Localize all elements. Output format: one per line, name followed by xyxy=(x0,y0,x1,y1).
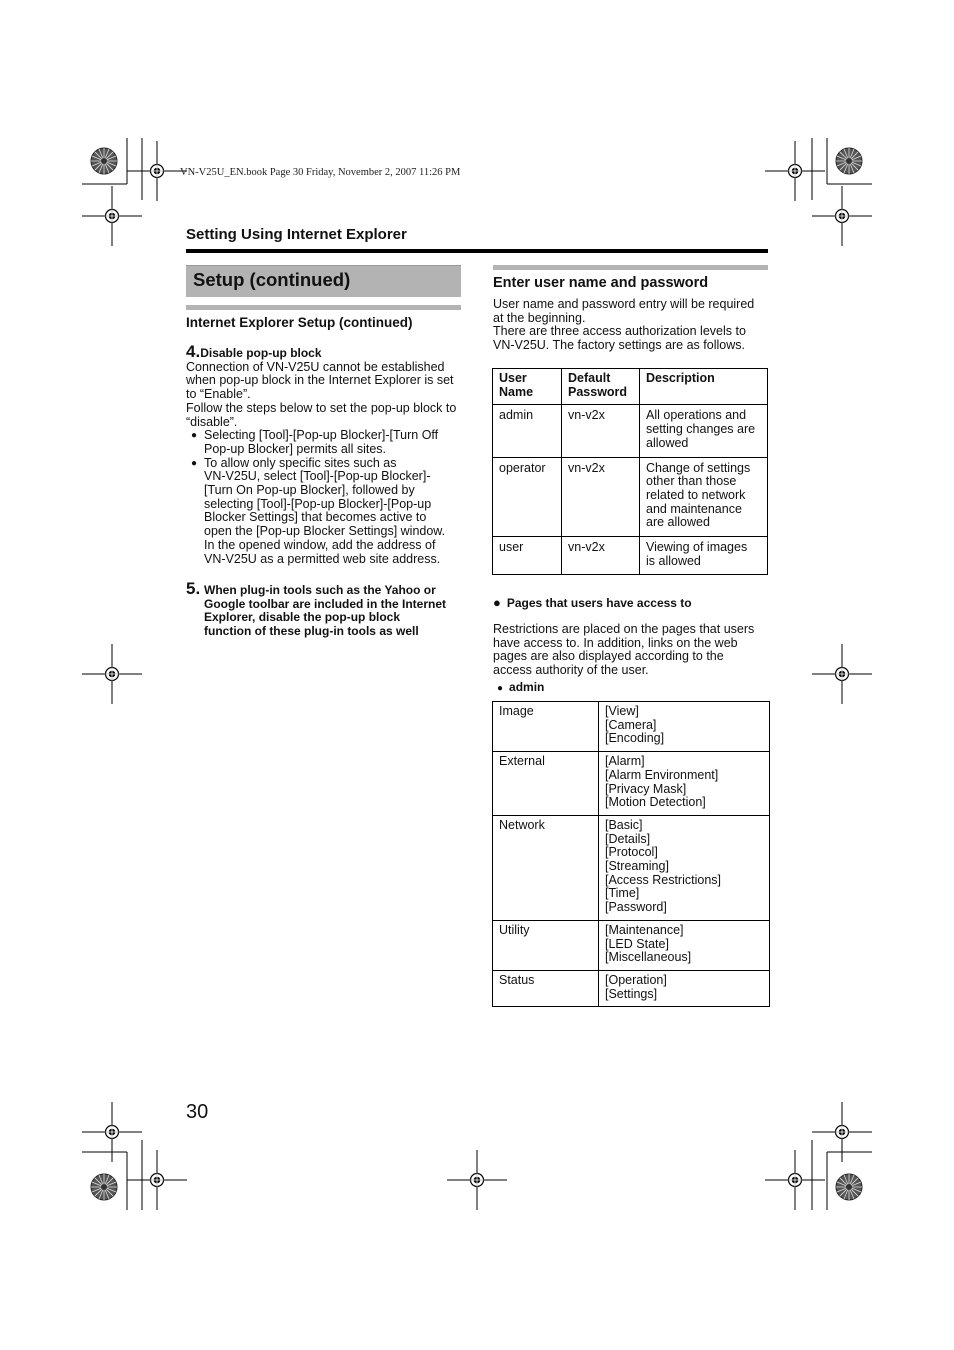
cell-line: [Streaming] xyxy=(605,859,669,874)
text-line: Selecting [Tool]-[Pop-up Blocker]-[Turn Off xyxy=(204,428,439,443)
intro-paragraph xyxy=(493,298,773,353)
cell-line: [Miscellaneous] xyxy=(605,950,692,965)
bullet-item xyxy=(186,457,466,567)
cell-line: [Encoding] xyxy=(605,731,665,746)
cell-line: [Operation] xyxy=(605,972,667,987)
text-line: To allow only specific sites such as xyxy=(204,455,397,470)
pages-intro-paragraph xyxy=(493,623,773,678)
text-line: VN-V25U. The factory settings are as follows. xyxy=(493,338,745,353)
header-line: Description xyxy=(646,371,715,385)
pages-cell xyxy=(599,920,770,970)
text-line: Restrictions are placed on the pages that users xyxy=(493,622,755,636)
password-cell xyxy=(562,457,640,537)
pages-heading-text: Pages that users have access to xyxy=(506,596,692,610)
header-line: Password xyxy=(568,384,628,399)
cell-line: [Maintenance] xyxy=(605,922,684,937)
category-cell: External xyxy=(493,752,599,816)
text-line: function of these plug-in tools as well xyxy=(204,624,419,639)
step-4-bullet-list xyxy=(186,429,466,566)
cell-line: Change of settings xyxy=(646,460,751,475)
step-4 xyxy=(186,342,466,566)
text-line: Explorer, disable the pop-up block xyxy=(204,610,401,625)
text-line: access authority of the user. xyxy=(493,663,649,678)
bullet-dot-icon: ● xyxy=(497,683,504,694)
password-cell xyxy=(562,537,640,575)
admin-label-text: admin xyxy=(509,680,545,694)
pages-cell xyxy=(599,702,770,752)
text-line: [Turn On Pop-up Blocker], followed by xyxy=(204,483,415,498)
description-cell xyxy=(640,457,768,537)
description-cell xyxy=(640,537,768,575)
cell-line: [Password] xyxy=(605,900,667,915)
password-cell xyxy=(562,405,640,457)
table-row xyxy=(493,702,770,752)
bullet-dot-icon: ● xyxy=(191,457,198,469)
pages-heading xyxy=(493,595,692,610)
header-user-name xyxy=(493,369,562,405)
cell-line: [Camera] xyxy=(605,717,657,732)
category-cell: Status xyxy=(493,970,599,1006)
text-line: Blocker Settings] that becomes active to xyxy=(204,510,427,525)
cell-line: admin xyxy=(499,408,534,423)
text-line: When plug-in tools such as the Yahoo or xyxy=(204,583,436,597)
bullet-circle-icon: ● xyxy=(493,595,501,610)
cell-line: [Motion Detection] xyxy=(605,795,706,810)
header-line: User xyxy=(499,371,527,385)
text-line: VN-V25U as a permitted web site address. xyxy=(204,551,441,566)
table-row xyxy=(493,752,770,816)
cell-line: allowed xyxy=(646,435,689,450)
cell-line: [Alarm] xyxy=(605,754,645,769)
bullet-text xyxy=(204,457,445,567)
section-header: Setting Using Internet Explorer xyxy=(186,226,407,243)
user-name-cell xyxy=(493,405,562,457)
pages-cell xyxy=(599,815,770,920)
page-title: Setup (continued) xyxy=(186,265,461,297)
pages-cell xyxy=(599,970,770,1006)
text-line: pages are also displayed according to the xyxy=(493,649,724,664)
text-line: selecting [Tool]-[Pop-up Blocker]-[Pop-up xyxy=(204,496,432,511)
cell-line: [LED State] xyxy=(605,936,669,951)
header-line: Name xyxy=(499,384,534,399)
description-cell xyxy=(640,405,768,457)
header-rule xyxy=(186,249,768,253)
admin-pages-table xyxy=(492,701,770,1007)
cell-line: other than those xyxy=(646,474,737,489)
text-line: have access to. In addition, links on the web xyxy=(493,635,738,650)
step-4-description xyxy=(186,361,466,430)
step-5 xyxy=(186,579,471,639)
bullet-text xyxy=(204,429,438,456)
bullet-item xyxy=(186,429,466,456)
cell-line: and maintenance xyxy=(646,501,742,516)
cell-line: [Basic] xyxy=(605,817,643,832)
table-row xyxy=(493,815,770,920)
cell-line: operator xyxy=(499,460,546,475)
cell-line: Viewing of images xyxy=(646,540,748,555)
page-number: 30 xyxy=(186,1101,209,1123)
text-line: at the beginning. xyxy=(493,310,586,325)
header-line: Default xyxy=(568,371,611,385)
category-cell: Utility xyxy=(493,920,599,970)
cell-line: [Settings] xyxy=(605,986,658,1001)
table-row xyxy=(493,537,768,575)
admin-label xyxy=(497,680,544,694)
header-default-password xyxy=(562,369,640,405)
cell-line: user xyxy=(499,540,524,555)
table-row xyxy=(493,405,768,457)
right-heading: Enter user name and password xyxy=(493,265,768,291)
bullet-dot-icon: ● xyxy=(191,430,198,442)
text-line: User name and password entry will be required xyxy=(493,297,755,311)
category-cell: Image xyxy=(493,702,599,752)
cell-line: [Protocol] xyxy=(605,845,658,860)
table-row xyxy=(493,970,770,1006)
cell-line: vn-v2x xyxy=(568,408,605,423)
cell-line: related to network xyxy=(646,487,746,502)
left-subheading: Internet Explorer Setup (continued) xyxy=(186,305,461,330)
user-name-cell xyxy=(493,457,562,537)
cell-line: are allowed xyxy=(646,515,710,530)
cell-line: [Alarm Environment] xyxy=(605,767,719,782)
user-table-header xyxy=(493,369,768,405)
table-row xyxy=(493,920,770,970)
text-line: Connection of VN-V25U cannot be established xyxy=(186,359,445,374)
text-line: There are three access authorization levels to xyxy=(493,324,746,339)
text-line: “disable”. xyxy=(186,414,238,429)
text-line: Follow the steps below to set the pop-up block to xyxy=(186,400,457,415)
cell-line: [Time] xyxy=(605,886,640,901)
cell-line: setting changes are xyxy=(646,422,756,437)
cell-line: vn-v2x xyxy=(568,460,605,475)
book-info-line: VN-V25U_EN.book Page 30 Friday, November 2, 2007 11:26 PM xyxy=(180,167,461,178)
text-line: when pop-up block in the Internet Explorer is set xyxy=(186,373,454,388)
cell-line: [Details] xyxy=(605,831,651,846)
step-5-text xyxy=(204,584,446,639)
step-4-title: Disable pop-up block xyxy=(200,346,322,360)
cell-line: [View] xyxy=(605,704,639,718)
user-table xyxy=(492,368,768,575)
header-description xyxy=(640,369,768,405)
text-line: to “Enable”. xyxy=(186,387,251,402)
cell-line: is allowed xyxy=(646,553,701,568)
cell-line: vn-v2x xyxy=(568,540,605,555)
cell-line: [Privacy Mask] xyxy=(605,781,687,796)
step-4-number: 4. xyxy=(186,342,201,361)
cell-line: [Access Restrictions] xyxy=(605,872,722,887)
cell-line: All operations and xyxy=(646,408,747,423)
table-row xyxy=(493,457,768,537)
category-cell: Network xyxy=(493,815,599,920)
text-line: VN-V25U, select [Tool]-[Pop-up Blocker]- xyxy=(204,469,431,484)
text-line: In the opened window, add the address of xyxy=(204,537,436,552)
text-line: Pop-up Blocker] permits all sites. xyxy=(204,441,387,456)
text-line: Google toolbar are included in the Internet xyxy=(204,596,447,611)
text-line: open the [Pop-up Blocker Settings] window. xyxy=(204,524,446,539)
user-name-cell xyxy=(493,537,562,575)
step-5-number: 5. xyxy=(186,579,201,598)
pages-cell xyxy=(599,752,770,816)
